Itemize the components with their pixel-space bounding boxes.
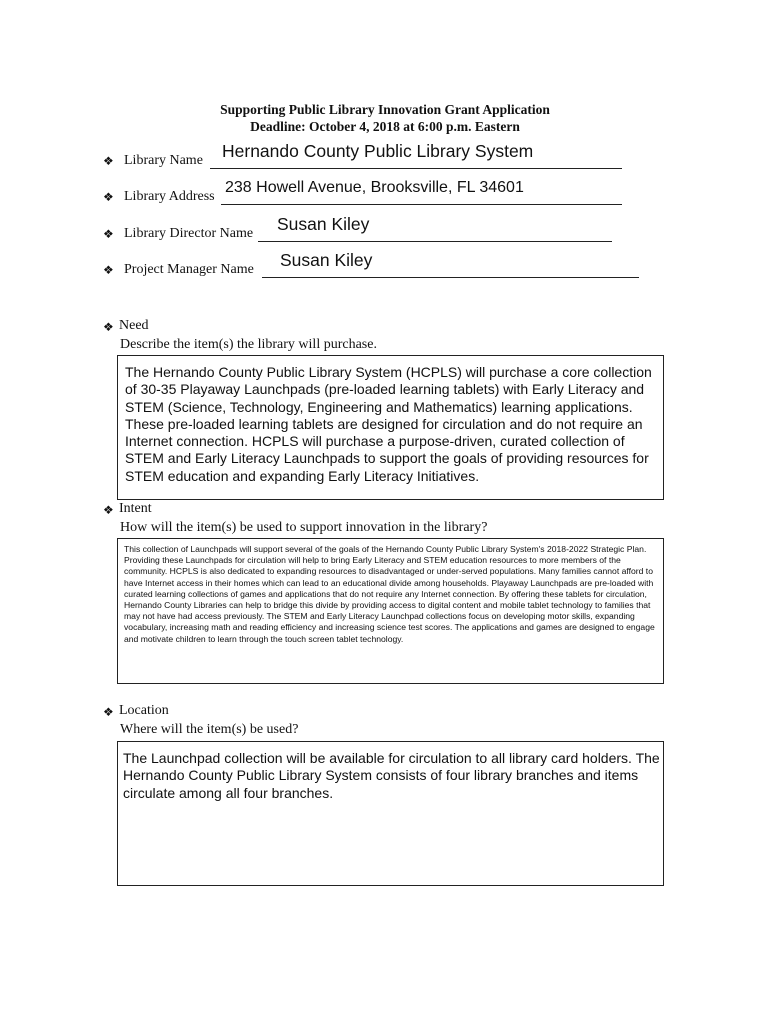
- location-question: Where will the item(s) be used?: [120, 722, 299, 737]
- form-title: Supporting Public Library Innovation Grant Application: [220, 102, 550, 117]
- need-answer-text: The Hernando County Public Library System (HCPLS) will purchase a core collection of 30-35 Playaway Launchpads (pre-loaded learning tablets) with Early Literacy and STEM (Science, Technology, Engineering and Mathematics) learning applications. These pre-loaded learning tablets are designed for circulation and do not require an Internet connection. HCPLS will purchase a purpose-driven, curated collection of STEM and Early Literacy Launchpads to support the goals of providing resources for STEM education and expanding Early Literacy Initiatives.: [125, 364, 652, 484]
- library-name-underline: [210, 168, 622, 169]
- library-address-underline: [221, 204, 622, 205]
- library-name-value[interactable]: Hernando County Public Library System: [222, 141, 534, 161]
- location-answer-text: The Launchpad collection will be available for circulation to all library card holders. The Hernando County Public Library System consists of four library branches and items circulate among all four branches.: [123, 750, 660, 801]
- library-director-label: Library Director Name: [124, 226, 254, 241]
- library-director-underline: [258, 241, 612, 242]
- bullet-icon: ❖: [103, 705, 114, 719]
- bullet-icon: ❖: [103, 154, 114, 168]
- intent-answer-text: This collection of Launchpads will support several of the goals of the Hernando County Public Library System's 2018-2022 Strategic Plan. Providing these Launchpads for circulation will help to bring Early Literacy and STEM education resources to more members of the community. HCPLS is also dedicated to expanding resources to disadvantaged or under-served populations. Many families cannot afford to have Internet access in their homes which can lead to an educational divide among households. Playaway Launchpads are pre-loaded with curated learning collections of games and applications that do not require any Internet connection. By offering these tablets for circulation, Hernando County Libraries can help to bridge this divide by providing access to digital content and mobile tablet technology to families that may not have had access previously. The STEM and Early Literacy Launchpad collections focus on developing motor skills, expanding vocabulary, increasing math and reading efficiency and increasing science test scores. The applications and games are designed to engage and motivate children to learn through the touch screen tablet technology.: [124, 544, 655, 644]
- project-manager-value[interactable]: Susan Kiley: [280, 250, 373, 270]
- bullet-icon: ❖: [103, 263, 114, 277]
- library-address-label: Library Address: [124, 189, 215, 204]
- bullet-icon: ❖: [103, 227, 114, 241]
- intent-heading: Intent: [119, 501, 152, 516]
- location-heading: Location: [119, 703, 169, 718]
- location-answer-box[interactable]: [117, 741, 664, 886]
- need-question: Describe the item(s) the library will purchase.: [120, 337, 377, 352]
- project-manager-underline: [262, 277, 639, 278]
- bullet-icon: ❖: [103, 503, 114, 517]
- library-name-label: Library Name: [124, 153, 203, 168]
- deadline-text: Deadline: October 4, 2018 at 6:00 p.m. Eastern: [250, 119, 520, 134]
- bullet-icon: ❖: [103, 190, 114, 204]
- need-answer-box[interactable]: [117, 355, 664, 500]
- library-director-value[interactable]: Susan Kiley: [277, 214, 370, 234]
- intent-answer-box[interactable]: [117, 538, 664, 684]
- intent-question: How will the item(s) be used to support innovation in the library?: [120, 520, 488, 535]
- bullet-icon: ❖: [103, 320, 114, 334]
- library-address-value[interactable]: 238 Howell Avenue, Brooksville, FL 34601: [225, 179, 524, 196]
- project-manager-label: Project Manager Name: [124, 262, 254, 277]
- need-heading: Need: [119, 318, 149, 333]
